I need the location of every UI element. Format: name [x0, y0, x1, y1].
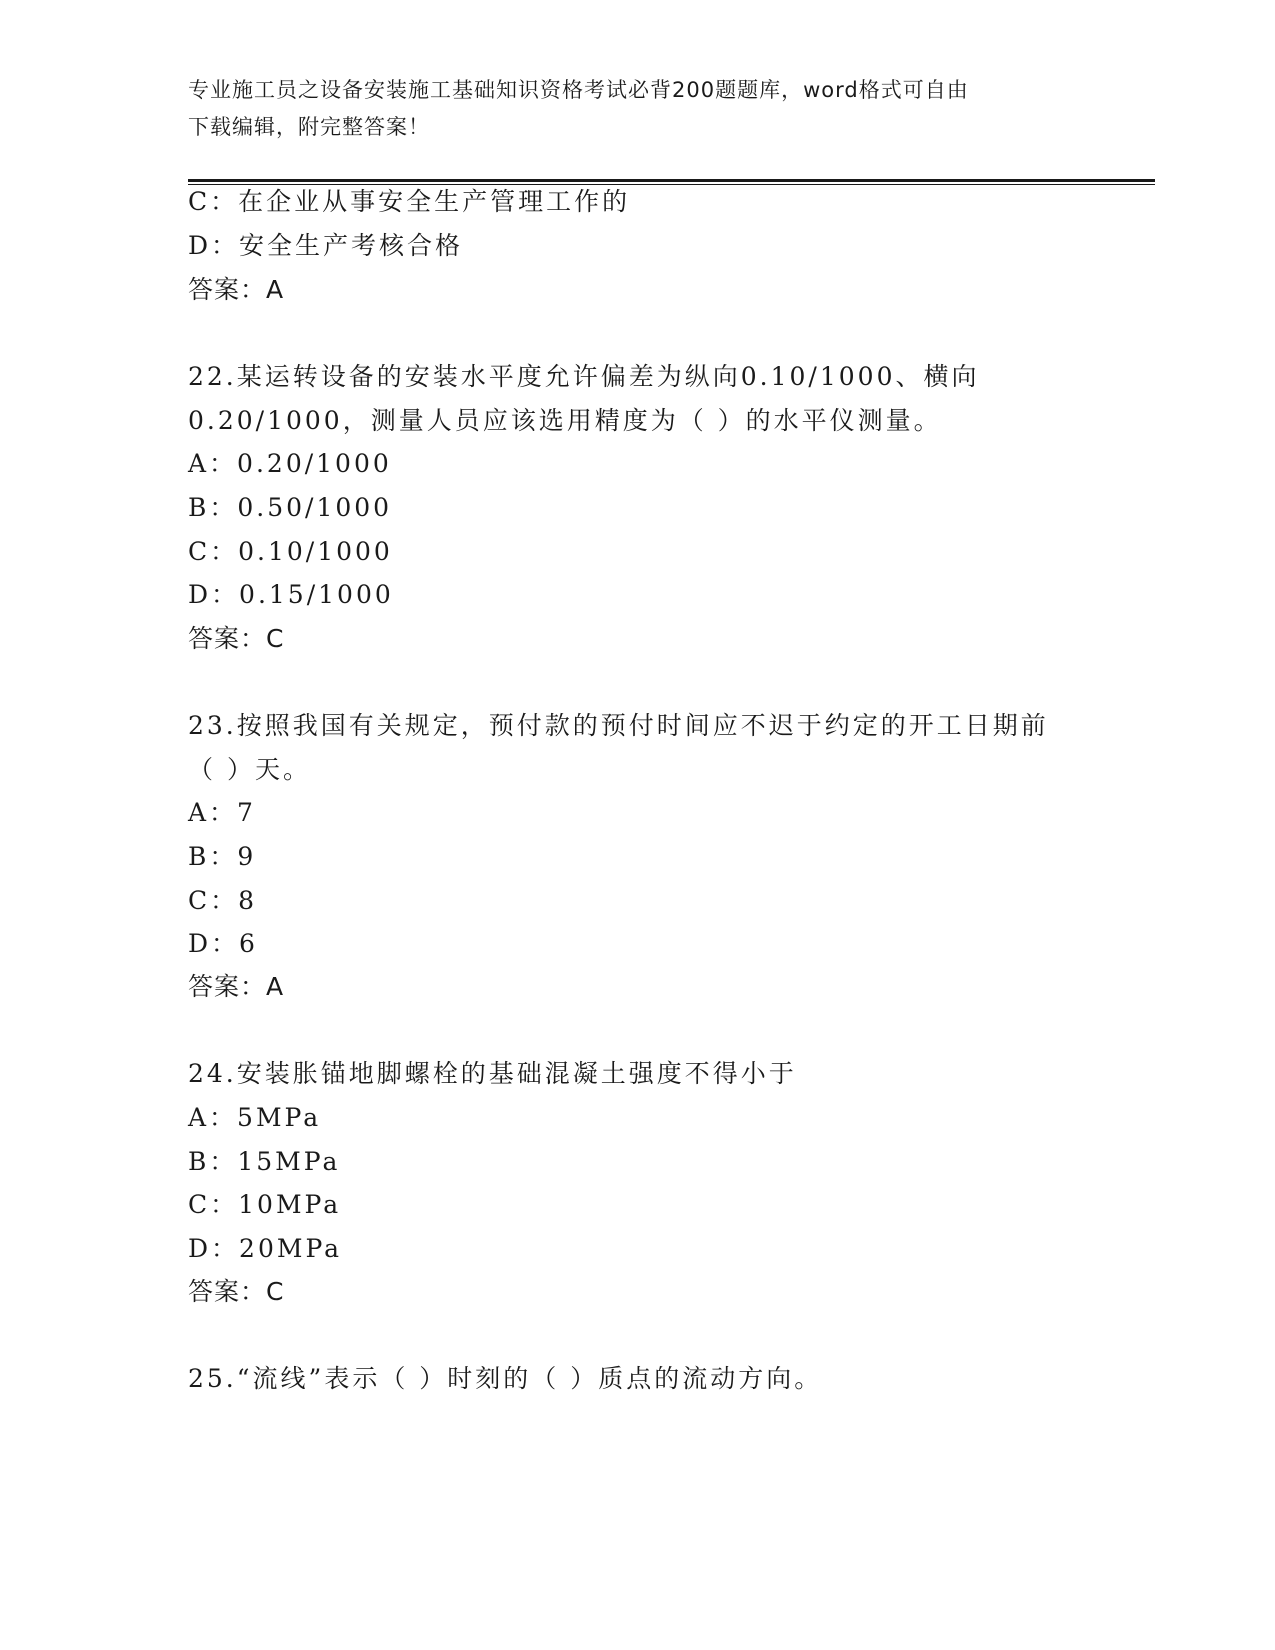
q24-answer: 答案：C [188, 1277, 285, 1306]
q21-option-d: D：安全生产考核合格 [188, 231, 464, 260]
q23-stem-line-1: 23.按照我国有关规定，预付款的预付时间应不迟于约定的开工日期前 [188, 711, 1049, 740]
q22-option-a: A：0.20/1000 [188, 449, 392, 478]
header-title-line-2: 下载编辑，附完整答案！ [188, 115, 430, 139]
q24-option-c: C：10MPa [188, 1190, 342, 1219]
q22-stem-line-2: 0.20/1000，测量人员应该选用精度为（ ）的水平仪测量。 [188, 406, 942, 435]
q22-option-b: B：0.50/1000 [188, 493, 393, 522]
q24-option-a: A：5MPa [188, 1103, 322, 1132]
q24-option-d: D：20MPa [188, 1234, 343, 1263]
q22-option-c: C：0.10/1000 [188, 537, 393, 566]
q25-stem-line-1: 25.“流线”表示（ ）时刻的（ ）质点的流动方向。 [188, 1364, 823, 1393]
q23-option-d: D：6 [188, 929, 258, 958]
header-divider-thick [188, 179, 1155, 182]
q24-stem-line-1: 24.安装胀锚地脚螺栓的基础混凝土强度不得小于 [188, 1059, 797, 1088]
q23-option-a: A：7 [188, 798, 256, 827]
document-header [188, 72, 1088, 146]
q24-option-b: B：15MPa [188, 1147, 341, 1176]
q23-stem-line-2: （ ）天。 [188, 755, 311, 784]
q21-answer: 答案：A [188, 275, 285, 304]
q21-option-c: C：在企业从事安全生产管理工作的 [188, 187, 631, 216]
q23-option-c: C：8 [188, 886, 258, 915]
header-title-line-1: 专业施工员之设备安装施工基础知识资格考试必背200题题库，word格式可自由 [188, 78, 969, 102]
q22-answer: 答案：C [188, 624, 285, 653]
q22-option-d: D：0.15/1000 [188, 580, 394, 609]
q23-option-b: B：9 [188, 842, 257, 871]
q23-answer: 答案：A [188, 972, 285, 1001]
q22-stem-line-1: 22.某运转设备的安装水平度允许偏差为纵向0.10/1000、横向 [188, 362, 980, 391]
